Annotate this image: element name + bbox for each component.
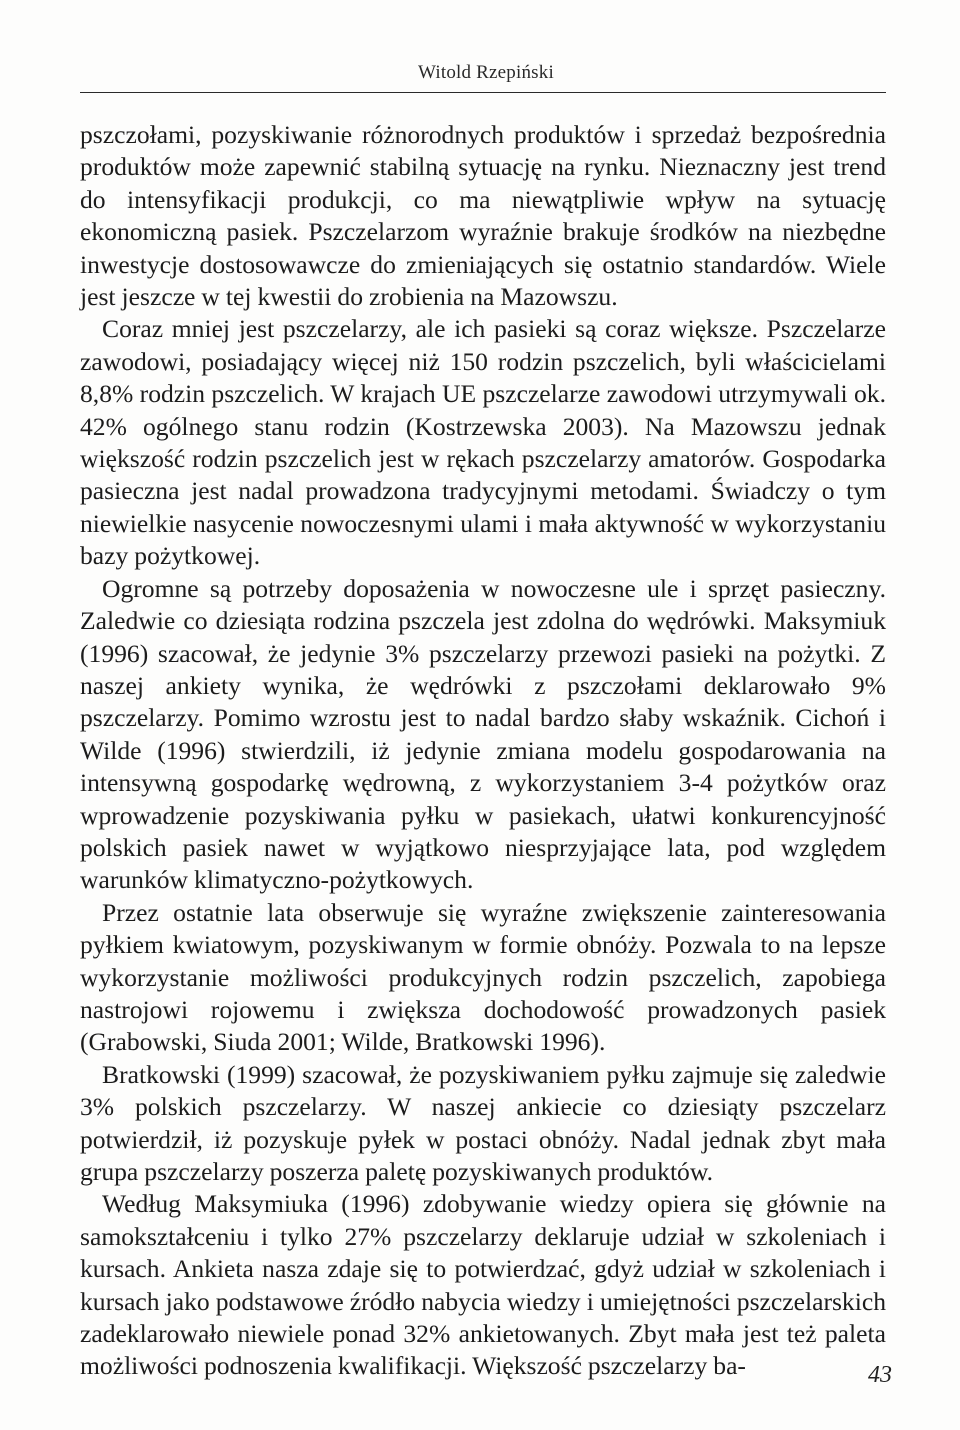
page-number: 43: [868, 1362, 892, 1388]
paragraph: Coraz mniej jest pszczelarzy, ale ich pasieki są coraz większe. Pszczelarze zawodowi, posiadający więcej niż 150 rodzin pszczelich, byli właścicielami 8,8% rodzin pszczelich. W krajach UE pszczelarze zawodowi utrzymywali ok. 42% ogólnego stanu rodzin (Kostrzewska 2003). Na Mazowszu jednak większość rodzin pszczelich jest w rękach pszczelarzy amatorów. Gospodarka pasieczna jest nadal prowadzona tradycyjnymi metodami. Świadczy o tym niewielkie nasycenie nowoczesnymi ulami i mała aktywność w wykorzystaniu bazy pożytkowej.: [80, 314, 886, 571]
paragraph: pszczołami, pozyskiwanie różnorodnych produktów i sprzedaż bezpośrednia produktów może zapewnić stabilną sytuację na rynku. Nieznaczny jest trend do intensyfikacji produkcji, co ma niewątpliwie wpływ na sytuację ekonomiczną pasiek. Pszczelarzom wyraźnie brakuje środków na niezbędne inwestycje dostosowawcze do zmieniających się ostatnio standardów. Wiele jest jeszcze w tej kwestii do zrobienia na Mazowszu.: [80, 120, 886, 312]
running-header: [80, 60, 886, 93]
paragraph: Przez ostatnie lata obserwuje się wyraźne zwiększenie zainteresowania pyłkiem kwiatowym, pozyskiwanym w formie obnóży. Pozwala to na lepsze wykorzystanie możliwości produkcyjnych rodzin pszczelich, zapobiega nastrojowi rojowemu i zwiększa dochodowość prowadzonych pasiek (Grabowski, Siuda 2001; Wilde, Bratkowski 1996).: [80, 897, 886, 1057]
paragraph: Bratkowski (1999) szacował, że pozyskiwaniem pyłku zajmuje się zaledwie 3% polskich pszczelarzy. W naszej ankiecie co dziesiąty pszczelarz potwierdził, iż pozyskuje pyłek w postaci obnóży. Nadal jednak zbyt mała grupa pszczelarzy poszerza paletę pozyskiwanych produktów.: [80, 1059, 886, 1186]
paragraph: Ogromne są potrzeby doposażenia w nowoczesne ule i sprzęt pasieczny. Zaledwie co dziesiąta rodzina pszczela jest zdolna do wędrówki. Maksymiuk (1996) szacował, że jedynie 3% pszczelarzy przewozi pasieki na pożytki. Z naszej ankiety wynika, że wędrówki z pszczołami deklarowało 9% pszczelarzy. Pomimo wzrostu jest to nadal bardzo słaby wskaźnik. Cichoń i Wilde (1996) stwierdzili, iż jedynie zmiana modelu gospodarowania na intensywną gospodarkę wędrowną, z wykorzystaniem 3-4 pożytków oraz wprowadzenie pozyskiwania pyłku w pasiekach, ułatwi konkurencyjność polskich pasiek nawet w wyjątkowo niesprzyjające lata, pod względem warunków klimatyczno-pożytkowych.: [80, 573, 886, 895]
body-text: [80, 119, 886, 1383]
paragraph: Według Maksymiuka (1996) zdobywanie wiedzy opiera się głównie na samokształceniu i tylko 27% pszczelarzy deklaruje udział w szkoleniach i kursach. Ankieta nasza zdaje się to potwierdzać, gdyż udział w szkoleniach i kursach jako podstawowe źródło nabycia wiedzy i umiejętności pszczelarskich zadeklarowało niewiele ponad 32% ankietowanych. Zbyt mała jest też paleta możliwości podnoszenia kwalifikacji. Większość pszczelarzy ba-: [80, 1189, 886, 1381]
running-header-author: Witold Rzepiński: [418, 62, 554, 83]
